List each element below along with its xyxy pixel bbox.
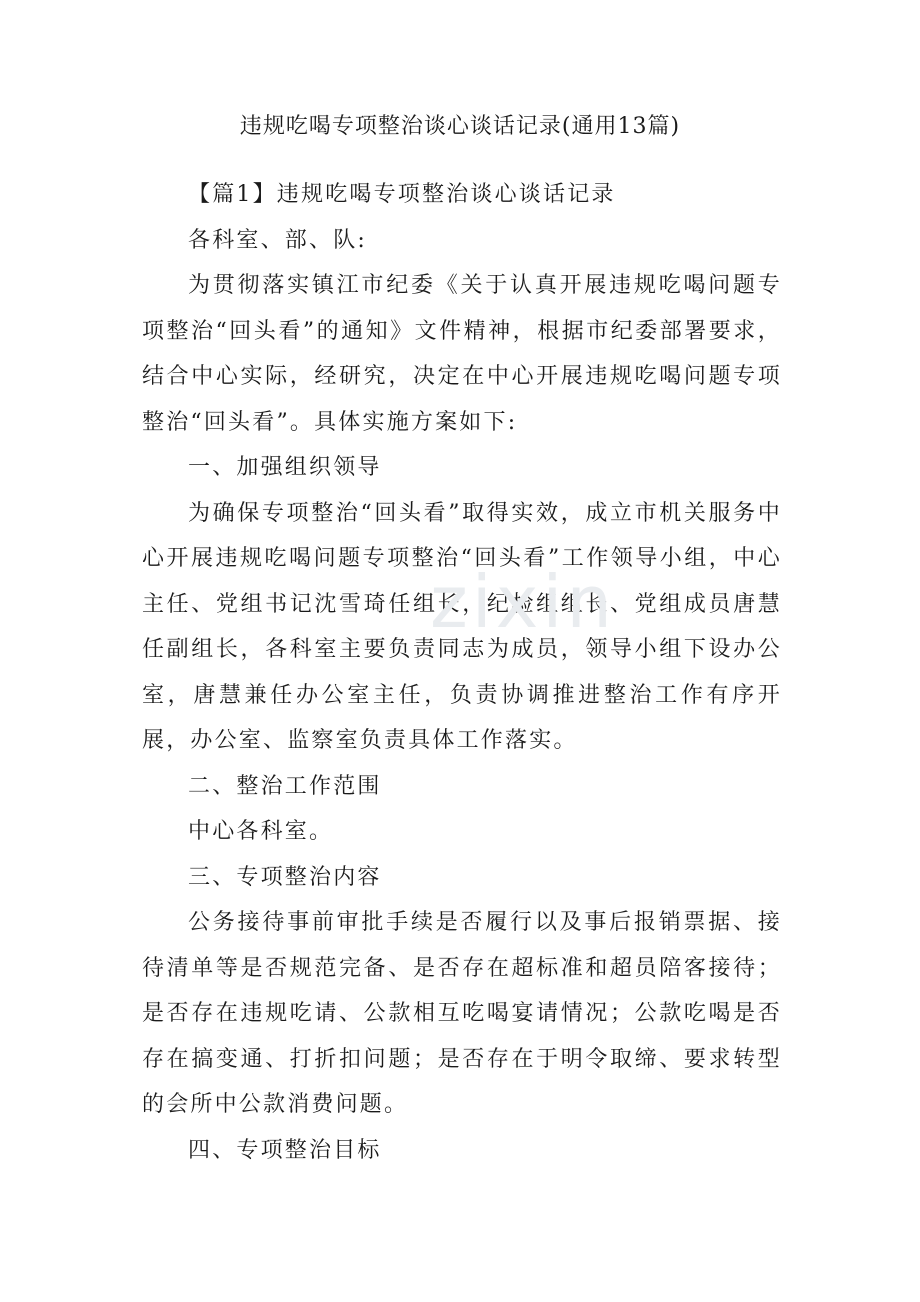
intro-paragraph: 为贯彻落实镇江市纪委《关于认真开展违规吃喝问题专项整治“回头看”的通知》文件精神，根据市纪委部署要求，结合中心实际，经研究，决定在中心开展违规吃喝问题专项整治“回头看”。具体实施方案如下: (142, 273, 782, 435)
organization-paragraph: 为确保专项整治“回头看”取得实效，成立市机关服务中心开展违规吃喝问题专项整治“回头看”工作领导小组，中心主任、党组书记沈雪琦任组长，纪检组组长、党组成员唐慧任副组长，各科室主要负责同志为成员，领导小组下设办公室，唐慧兼任办公室主任，负责协调推进整治工作有序开展，办公室、监察室负责具体工作落实。 (142, 500, 782, 753)
heading-goals: 四、专项整治目标 (188, 1137, 382, 1163)
salutation: 各科室、部、队: (188, 227, 368, 253)
heading-scope: 二、整治工作范围 (188, 773, 382, 799)
heading-content: 三、专项整治内容 (188, 864, 382, 890)
section-heading-1: 【篇1】违规吃喝专项整治谈心谈话记录 (188, 182, 616, 207)
content-paragraph: 公务接待事前审批手续是否履行以及事后报销票据、接待清单等是否规范完备、是否存在超标准和超员陪客接待；是否存在违规吃请、公款相互吃喝宴请情况；公款吃喝是否存在搞变通、打折扣问题；是否存在于明令取缔、要求转型的会所中公款消费问题。 (142, 910, 782, 1117)
heading-organization: 一、加强组织领导 (188, 455, 382, 480)
watermark: zixin (430, 560, 617, 644)
document-title: 违规吃喝专项整治谈心谈话记录(通用13篇) (239, 114, 681, 139)
scope-paragraph: 中心各科室。 (188, 819, 334, 844)
document-body (142, 172, 782, 1173)
